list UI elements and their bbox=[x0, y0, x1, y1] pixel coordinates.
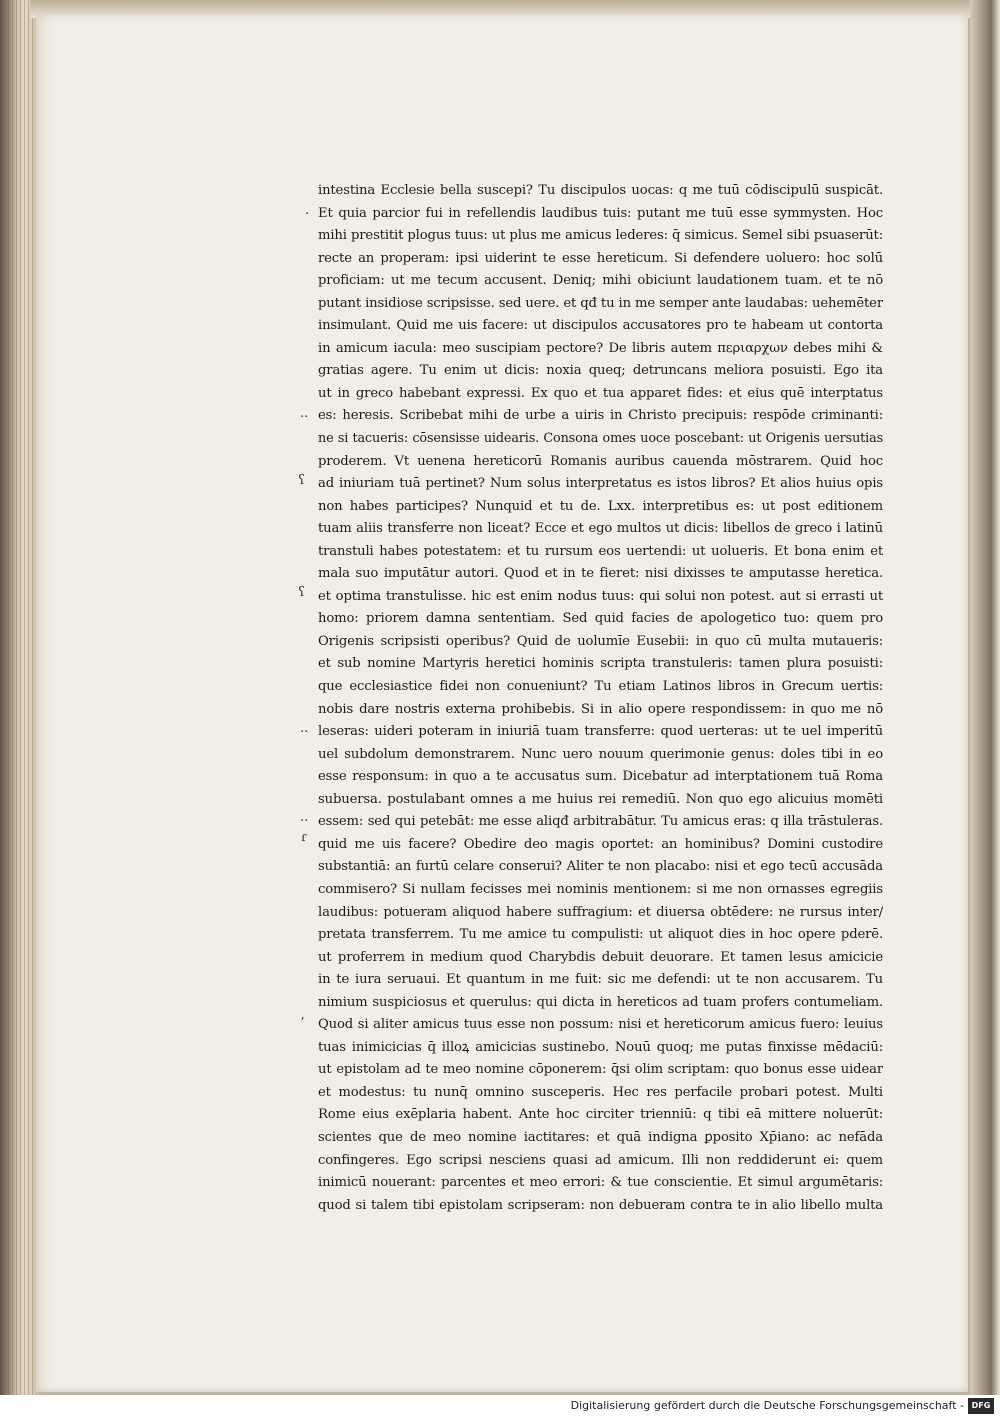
text-line: ne si tacueris: cōsensisse uidearis. Consona omes uoce poscebant: ut Origenis uersutias bbox=[318, 431, 883, 447]
text-line: in amicum iacula: meo suscipiam pectore? De libris autem περιαρχων debes mihi & bbox=[318, 340, 883, 356]
margin-mark: ʼ bbox=[300, 1016, 305, 1031]
margin-mark: ʕ bbox=[298, 585, 305, 600]
page-edges-left bbox=[8, 0, 34, 1395]
text-line: laudibus: potueram aliquod habere suffragium: et diuersa obtēdere: ne rursus inter/ bbox=[318, 904, 883, 920]
text-line: scientes que de meo nomine iactitares: et quā indigna ꝑposito Xp̄iano: ac nefāda bbox=[318, 1129, 883, 1145]
text-line: et modestus: tu nunq̄ omnino susceperis. Hec res perfacile probari potest. Multi bbox=[318, 1084, 883, 1100]
text-line: uel subdolum demonstrarem. Nunc uero nouum querimonie genus: doles tibi in eo bbox=[318, 746, 883, 762]
margin-mark: .. bbox=[300, 721, 309, 736]
text-line: gratias agere. Tu enim ut dicis: noxia queq; detruncans meliora posuisti. Ego ita bbox=[318, 363, 883, 379]
text-line: que ecclesiastice fidei non conueniunt? Tu etiam Latinos libros in Grecum uertis: bbox=[318, 679, 883, 695]
book-binding bbox=[0, 0, 40, 1395]
text-line: recte an properam: ipsi uiderint te esse hereticum. Si defendere uoluero: hoc solū bbox=[318, 250, 883, 266]
text-line: mihi prestitit plogus tuus: ut plus me amicus lederes: q̄ simicus. Semel sibi psuaserūt: bbox=[318, 228, 883, 244]
margin-mark: .. bbox=[300, 406, 309, 421]
text-line: insimulant. Quid me uis facere: ut discipulos accusatores pro te habeam ut contorta bbox=[318, 318, 883, 334]
text-line: mala suo imputātur autori. Quod et in te fieret: nisi dixisses te amputasse heretica. bbox=[318, 566, 883, 582]
text-line: leseras: uideri poteram in iniuriā tuam transferre: quod uerteras: ut te uel imperitū bbox=[318, 724, 883, 740]
margin-mark: ʕ bbox=[298, 473, 305, 488]
book-edge-right bbox=[970, 0, 1000, 1395]
text-line: es: heresis. Scribebat mihi de urbe a uiris in Christo precipuis: respōde criminanti: bbox=[318, 408, 883, 424]
margin-mark: .. bbox=[300, 810, 309, 825]
text-line: tuam aliis transferre non liceat? Ecce et ego multos ut dicis: libellos de greco i latinū bbox=[318, 521, 883, 537]
text-line: tuas inimicicias q̄ illoꝝ amicicias sustinebo. Nouū quoq; me putas finxisse mēdaciū: bbox=[318, 1039, 883, 1055]
text-line: ad iniuriam tuā pertinet? Num solus interpretatus es istos libros? Et alios huius opis bbox=[318, 476, 883, 492]
text-line: non habes participes? Nunquid et tu de. Lxx. interpretibus es: ut post editionem bbox=[318, 498, 883, 514]
text-line: ut in greco habebant expressi. Ex quo et tua apparet fides: et eius quē interptatus bbox=[318, 385, 883, 401]
text-line: putant insidiose scripsisse. sed uere. et qđ tu in me semper ante laudabas: uehemēter bbox=[318, 295, 883, 311]
text-line: subuersa. postulabant omnes a me huius rei remediū. Non quo ego alicuius momēti bbox=[318, 791, 883, 807]
text-line: commisero? Si nullam fecisses mei nominis mentionem: si me non ornasses egregiis bbox=[318, 881, 883, 897]
dfg-logo-icon: DFG bbox=[968, 1398, 994, 1414]
text-line: pretata transferrem. Tu me amice tu compulisti: ut aliquot dies in hoc opere pderē. bbox=[318, 927, 883, 943]
text-line: homo: priorem damna sententiam. Sed quid facies de apologetico tuo: quem pro bbox=[318, 611, 883, 627]
funding-credit: Digitalisierung gefördert durch die Deutsche Forschungsgemeinschaft - bbox=[570, 1399, 964, 1412]
margin-mark: . bbox=[305, 203, 310, 218]
margin-mark: ɾ bbox=[301, 830, 307, 845]
text-line: intestina Ecclesie bella suscepi? Tu discipulos uocas: q me tuū cōdiscipulū suspicāt. bbox=[318, 183, 883, 198]
text-line: quid me uis facere? Obedire deo magis oportet: an hominibus? Domini custodire bbox=[318, 836, 883, 852]
text-line: essem: sed qui petebāt: me esse aliqđ arbitrabātur. Tu amicus eras: q illa trāstuleras. bbox=[318, 814, 883, 830]
text-line: in te iura seruaui. Et quantum in me fuit: sic me defendi: ut te non accusarem. Tu bbox=[318, 972, 883, 988]
incunabula-text-block bbox=[318, 180, 883, 1217]
text-line: quod si talem tibi epistolam scripseram: non debueram contra te in alio libello multa bbox=[318, 1197, 883, 1213]
text-line: inimicū nouerant: parcentes et meo errori: & tue conscientie. Et simul argumētaris: bbox=[318, 1175, 883, 1191]
text-line: esse responsum: in quo a te accusatus sum. Dicebatur ad interptationem tuā Roma bbox=[318, 769, 883, 785]
footer-bar bbox=[0, 1395, 1000, 1419]
text-line: et optima transtulisse. hic est enim nodus tuus: qui solui non potest. aut si errasti ut bbox=[318, 588, 883, 604]
text-line: Rome eius exēplaria habent. Ante hoc circiter trienniū: q tibi eā mittere noluerūt: bbox=[318, 1107, 883, 1123]
text-line: nimium suspiciosus et querulus: qui dicta in hereticos ad tuam profers contumeliam. bbox=[318, 994, 883, 1010]
text-line: substantiā: an furtū celare conserui? Aliter te non placabo: nisi et ego tecū accusāda bbox=[318, 859, 883, 875]
text-line: et sub nomine Martyris heretici hominis scripta transtuleris: tamen plura posuisti: bbox=[318, 656, 883, 672]
text-line: nobis dare nostris externa prohibebis. Si in alio opere respondissem: in quo me nō bbox=[318, 701, 883, 717]
text-line: Et quia parcior fui in refellendis laudibus tuis: putant me tuū esse symmysten. Hoc bbox=[318, 205, 883, 221]
text-line: Quod si aliter amicus tuus esse non possum: nisi et hereticorum amicus fuero: leuius bbox=[318, 1017, 883, 1033]
text-line: ut epistolam ad te meo nomine cōponerem: q̄si olim scriptam: quo bonus esse uidear bbox=[318, 1062, 883, 1078]
text-line: confingeres. Ego scripsi nesciens quasi ad amicum. Illi non reddiderunt ei: quem bbox=[318, 1152, 883, 1168]
text-line: proderem. Vt uenena hereticorū Romanis auribus cauenda mōstrarem. Quid hoc bbox=[318, 453, 883, 469]
text-line: transtuli habes potestatem: et tu rursum eos uertendi: ut uolueris. Et bona enim et bbox=[318, 543, 883, 559]
text-line: ut proferrem in medium quod Charybdis debuit deuorare. Et tamen lesus amicicie bbox=[318, 949, 883, 965]
text-line: proficiam: ut me tecum accusent. Deniq; mihi obiciunt laudationem tuam. et te nō bbox=[318, 273, 883, 289]
text-line: Origenis scripsisti operibus? Quid de uolumīe Eusebii: in quo cū multa mutaueris: bbox=[318, 633, 883, 649]
